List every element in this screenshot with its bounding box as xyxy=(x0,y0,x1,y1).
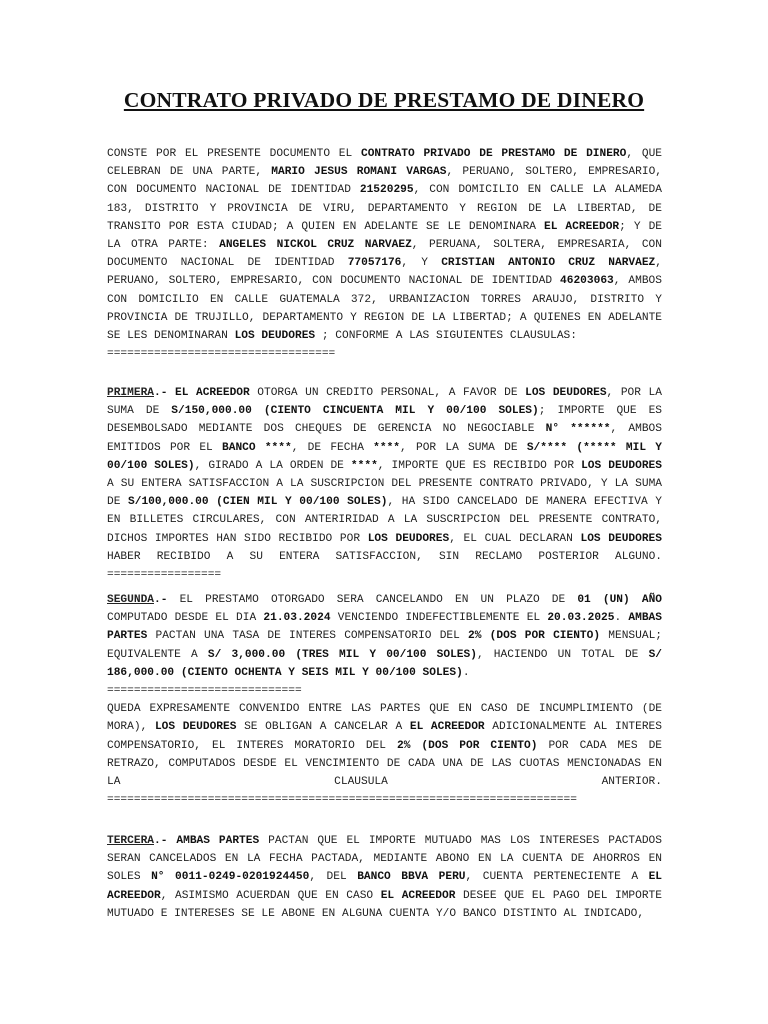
clause-heading: PRIMERA xyxy=(107,387,154,399)
separator: ================================== xyxy=(107,348,336,361)
bold-text: EL ACREEDOR xyxy=(175,387,250,399)
bold-text: N° 0011-0249-0201924450 xyxy=(151,871,310,884)
bold-text: EL ACREEDOR xyxy=(544,220,620,233)
bold-text: LOS DEUDORES xyxy=(154,721,237,734)
text-run: ; Y DE LA OTRA PARTE: xyxy=(107,220,662,252)
text-run: EL PRESTAMO OTORGADO SERA CANCELANDO EN UN PLAZO DE xyxy=(179,594,578,606)
bold-text: LOS DEUDORES xyxy=(581,459,662,472)
bold-text: **** xyxy=(373,441,401,454)
bold-text: MARIO JESUS ROMANI VARGAS xyxy=(271,166,447,179)
bold-text: ANGELES NICKOL CRUZ NARVAEZ xyxy=(219,239,412,252)
text-run: , ASIMISMO ACUERDAN QUE EN CASO xyxy=(160,889,381,902)
bold-text: N° ****** xyxy=(545,423,611,436)
text-run xyxy=(252,405,264,417)
bold-text: S/100,000.00 (CIEN MIL Y 00/100 SOLES) xyxy=(128,496,388,509)
bold-text: 46203063 xyxy=(560,275,614,288)
text-run: , CUENTA PERTENECIENTE A xyxy=(465,871,649,884)
text-run: ADICIONALMENTE AL INTERES COMPENSATORIO, EL INTERES MORATORIO DEL xyxy=(107,721,662,752)
text-run: QUEDA EXPRESAMENTE CONVENIDO ENTRE LAS PARTES QUE EN CASO DE INCUMPLIMIENTO (DE MORA), xyxy=(107,703,662,734)
text-run: POR CADA MES DE RETRAZO, COMPUTADOS DESDE EL VENCIMIENTO DE CADA UNA DE LAS CUOTAS MENCIONADAS EN LA CLAUSULA ANTERIOR. xyxy=(107,739,663,789)
bold-text: S/ 186,000.00 (CIENTO OCHENTA Y SEIS MIL Y 00/100 SOLES) xyxy=(107,648,662,679)
text-run: ; CONFORME A LAS SIGUIENTES CLAUSULAS: xyxy=(315,330,577,343)
text-run: ; IMPORTE QUE ES DESEMBOLSADO MEDIANTE DOS CHEQUES DE GERENCIA NO NEGOCIABLE xyxy=(107,405,663,436)
intro-section xyxy=(107,145,662,363)
bold-text: (CIENTO CINCUENTA MIL Y 00/100 SOLES) xyxy=(263,405,539,418)
bold-text: 21.03.2024 xyxy=(263,612,331,625)
bold-text: AMBAS PARTES xyxy=(107,612,662,643)
mora-paragraph xyxy=(107,700,662,791)
text-run: DESEE QUE EL PAGO DEL IMPORTE MUTUADO E INTERESES SE LE ABONE EN ALGUNA CUENTA Y/O BANCO DISTINTO AL INDICADO, xyxy=(107,889,662,920)
clause-heading: SEGUNDA xyxy=(107,594,154,606)
text-run: HABER RECIBIDO A SU ENTERA SATISFACCION, SIN RECLAMO POSTERIOR ALGUNO. ================= xyxy=(107,550,662,582)
document-title: CONTRATO PRIVADO DE PRESTAMO DE DINERO xyxy=(123,88,645,112)
bold-text: 2% (DOS POR CIENTO) xyxy=(397,739,538,752)
clause-primera xyxy=(107,384,662,584)
text-run: , EL CUAL DECLARAN xyxy=(449,532,581,545)
clause-heading: TERCERA xyxy=(107,835,154,847)
text-run: , POR LA SUMA DE xyxy=(107,387,662,418)
text-run: OTORGA UN CREDITO PERSONAL, A FAVOR DE xyxy=(249,387,526,399)
text-run: , AMBOS EMITIDOS POR EL xyxy=(107,423,662,454)
clause-segunda xyxy=(107,591,662,809)
clause-primera-paragraph xyxy=(107,384,662,584)
bold-text: S/ 3,000.00 (TRES MIL Y 00/100 SOLES) xyxy=(207,648,477,661)
text-run: , AMBOS CON DOMICILIO EN CALLE GUATEMALA 372, URBANIZACION TORRES ARAUJO, DISTRITO Y PROVINCIA DE TRUJILLO, DEPARTAMENTO Y REGION DE LA LIBERTAD; A QUIENES EN ADELANTE SE LES DENOMINARAN xyxy=(107,275,662,343)
bold-text: 2% (DOS POR CIENTO) xyxy=(468,630,601,643)
bold-text: LOS DEUDORES xyxy=(580,532,662,545)
separator: ====================================================================== xyxy=(107,794,577,807)
bold-text: **** xyxy=(350,459,378,472)
bold-text: 01 (UN) AÑO xyxy=(577,594,662,606)
bold-text: LOS DEUDORES xyxy=(367,532,450,545)
bold-text: S/**** (***** MIL Y 00/100 SOLES) xyxy=(107,441,662,472)
bold-text: S/150,000.00 xyxy=(171,405,252,418)
text-run: , DEL xyxy=(309,871,358,884)
text-run: , POR LA SUMA DE xyxy=(400,441,527,454)
text-run: , PERUANO, SOLTERO, EMPRESARIO, CON DOCUMENTO NACIONAL DE IDENTIDAD xyxy=(107,166,663,197)
bold-text: EL ACREEDOR xyxy=(107,871,662,902)
text-run: CONSTE POR EL PRESENTE DOCUMENTO EL xyxy=(107,148,361,160)
bold-text: BANCO BBVA PERU xyxy=(357,871,466,884)
text-run: PACTAN QUE EL IMPORTE MUTUADO MAS LOS INTERESES PACTADOS SERAN CANCELADOS EN LA FECHA PACTADA, MEDIANTE ABONO EN LA CUENTA DE AHORROS EN SOLES xyxy=(107,835,662,884)
bold-text: CRISTIAN ANTONIO CRUZ NARVAEZ xyxy=(441,257,656,270)
text-run: , QUE CELEBRAN DE UNA PARTE, xyxy=(107,148,662,179)
separator: ============================= xyxy=(107,685,302,698)
text-run: . xyxy=(462,666,470,679)
intro-paragraph xyxy=(107,145,662,345)
clause-tercera xyxy=(107,832,662,923)
bold-text: LOS DEUDORES xyxy=(234,330,316,343)
text-run: , CON DOMICILIO EN CALLE LA ALAMEDA 183, DISTRITO Y PROVINCIA DE VIRU, DEPARTAMENTO Y REGION DE LA LIBERTAD, DE TRANSITO POR ESTA CIUDAD; A QUIEN EN ADELANTE SE LE DENOMINARA xyxy=(107,184,662,233)
bold-text: CONTRATO PRIVADO DE PRESTAMO DE DINERO xyxy=(361,148,627,160)
text-run: , IMPORTE QUE ES RECIBIDO POR xyxy=(377,459,582,472)
text-run: . xyxy=(614,612,629,625)
bold-text: 20.03.2025 xyxy=(547,612,615,625)
text-run: , DE FECHA xyxy=(291,441,374,454)
clause-segunda-paragraph xyxy=(107,591,662,682)
clause-tercera-paragraph xyxy=(107,832,662,923)
bold-text: LOS DEUDORES xyxy=(525,387,607,399)
bold-text: .- xyxy=(154,387,175,399)
bold-text: BANCO **** xyxy=(222,441,292,454)
text-run: , HA SIDO CANCELADO DE MANERA EFECTIVA Y EN BILLETES CIRCULARES, CON ANTERIRIDAD A LA SUSCRIPCION DEL PRESENTE CONTRATO, DICHOS IMPORTES HAN SIDO RECIBIDO POR xyxy=(107,496,662,545)
text-run: , Y xyxy=(401,257,442,270)
bold-text: 77057176 xyxy=(347,257,402,270)
text-run: VENCIENDO INDEFECTIBLEMENTE EL xyxy=(330,612,548,625)
text-run: SE OBLIGAN A CANCELAR A xyxy=(236,721,410,734)
text-run: COMPUTADO DESDE EL DIA xyxy=(107,612,264,625)
bold-text: 21520295 xyxy=(359,184,414,197)
text-run: , HACIENDO UN TOTAL DE xyxy=(476,648,649,661)
text-run: , PERUANO, SOLTERO, EMPRESARIO, CON DOCUMENTO NACIONAL DE IDENTIDAD xyxy=(107,257,662,288)
text-run: MENSUAL; EQUIVALENTE A xyxy=(107,630,662,661)
bold-text: EL ACREEDOR xyxy=(380,889,456,902)
text-run: , GIRADO A LA ORDEN DE xyxy=(194,459,351,472)
bold-text: EL ACREEDOR xyxy=(409,721,485,734)
bold-text: AMBAS PARTES xyxy=(176,835,260,847)
text-run: A SU ENTERA SATISFACCION A LA SUSCRIPCION DEL PRESENTE CONTRATO PRIVADO, Y LA SUMA DE xyxy=(107,478,662,509)
bold-text: .- xyxy=(154,835,177,847)
text-run: PACTAN UNA TASA DE INTERES COMPENSATORIO DEL xyxy=(147,630,469,643)
text-run: , PERUANA, SOLTERA, EMPRESARIA, CON DOCUMENTO NACIONAL DE IDENTIDAD xyxy=(107,239,662,270)
bold-text: .- xyxy=(154,594,180,606)
